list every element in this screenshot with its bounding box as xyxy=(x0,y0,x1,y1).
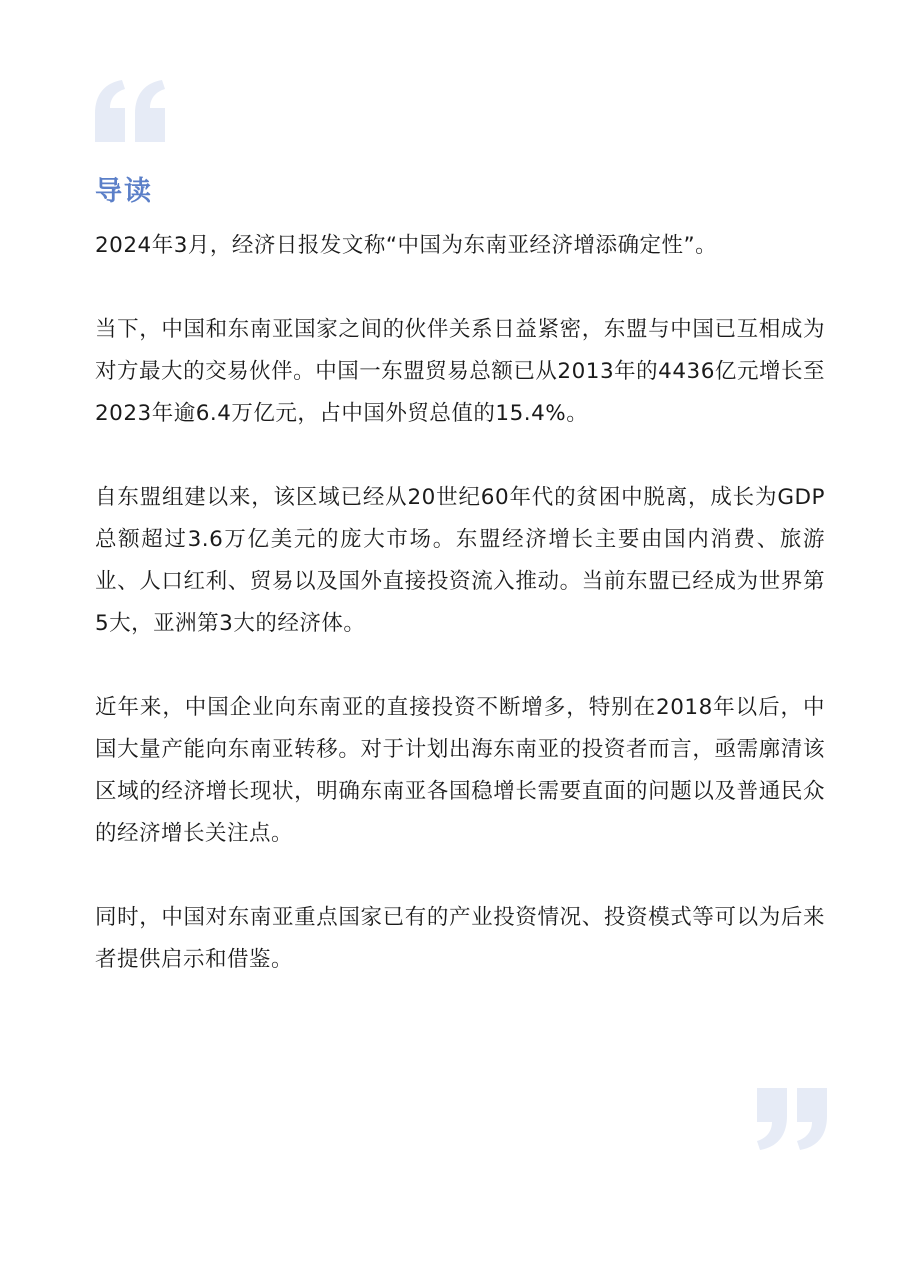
close-quote-icon xyxy=(755,1088,827,1150)
paragraph-2: 当下，中国和东南亚国家之间的伙伴关系日益紧密，东盟与中国已互相成为对方最大的交易伙伴。中国一东盟贸易总额已从2013年的4436亿元增长至2023年逾6.4万亿元，占中国外贸总值的15.4%。 xyxy=(95,317,825,426)
paragraph-4: 近年来，中国企业向东南亚的直接投资不断增多，特别在2018年以后，中国大量产能向东南亚转移。对于计划出海东南亚的投资者而言，亟需廓清该区域的经济增长现状，明确东南亚各国稳增长需要直面的问题以及普通民众的经济增长关注点。 xyxy=(95,695,825,846)
paragraph-3: 自东盟组建以来，该区域已经从20世纪60年代的贫困中脱离，成长为GDP总额超过3.6万亿美元的庞大市场。东盟经济增长主要由国内消费、旅游业、人口红利、贸易以及国外直接投资流入推动。当前东盟已经成为世界第5大，亚洲第3大的经济体。 xyxy=(95,485,825,636)
paragraph-1: 2024年3月，经济日报发文称“中国为东南亚经济增添确定性”。 xyxy=(95,233,718,258)
paragraph-5: 同时，中国对东南亚重点国家已有的产业投资情况、投资模式等可以为后来者提供启示和借鉴。 xyxy=(95,905,825,972)
article-heading: 导读 xyxy=(95,176,153,207)
article-body xyxy=(95,225,825,981)
open-quote-icon xyxy=(95,80,167,142)
